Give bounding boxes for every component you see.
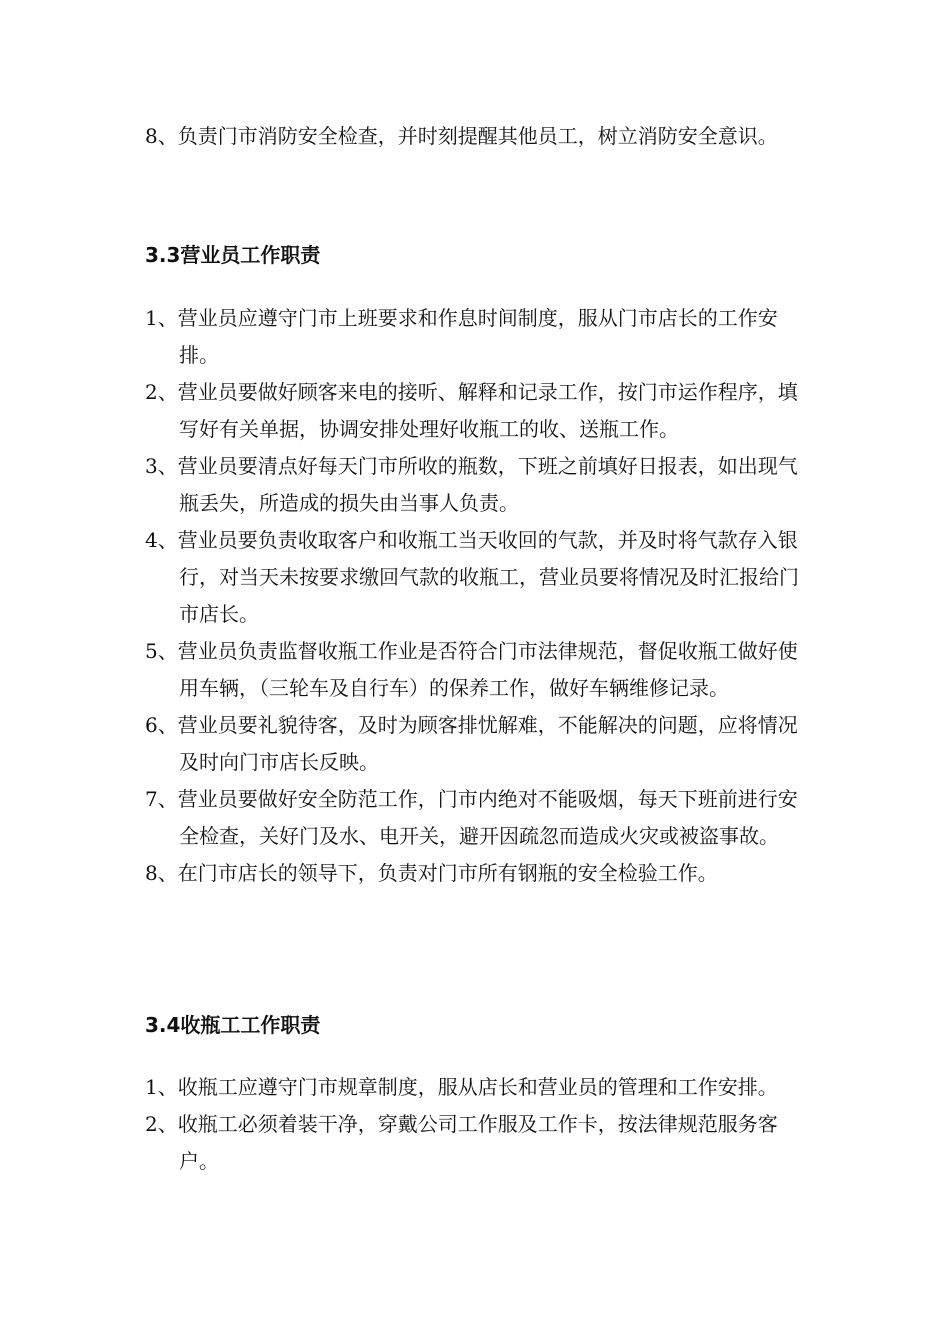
section-3-3-list	[145, 300, 810, 892]
section-3-3-heading: 3.3营业员工作职责	[145, 243, 321, 267]
list-item: 5、营业员负责监督收瓶工作业是否符合门市法律规范，督促收瓶工做好使用车辆，（三轮车及自行车）的保养工作，做好车辆维修记录。	[145, 639, 798, 700]
list-item: 4、营业员要负责收取客户和收瓶工当天收回的气款，并及时将气款存入银行，对当天未按要求缴回气款的收瓶工，营业员要将情况及时汇报给门市店长。	[145, 528, 799, 626]
list-item: 1、营业员应遵守门市上班要求和作息时间制度，服从门市店长的工作安排。	[145, 306, 778, 367]
list-item: 2、收瓶工必须着装干净，穿戴公司工作服及工作卡，按法律规范服务客户。	[145, 1112, 778, 1173]
list-item: 3、营业员要清点好每天门市所收的瓶数，下班之前填好日报表，如出现气瓶丢失，所造成的损失由当事人负责。	[145, 454, 798, 515]
list-item: 7、营业员要做好安全防范工作，门市内绝对不能吸烟，每天下班前进行安全检查，关好门及水、电开关，避开因疏忽而造成火灾或被盗事故。	[145, 787, 798, 848]
intro-block	[145, 118, 810, 155]
list-item: 2、营业员要做好顾客来电的接听、解释和记录工作，按门市运作程序，填写好有关单据，协调安排处理好收瓶工的收、送瓶工作。	[145, 380, 798, 441]
list-item: 8、在门市店长的领导下，负责对门市所有钢瓶的安全检验工作。	[145, 861, 718, 885]
intro-item: 8、负责门市消防安全检查，并时刻提醒其他员工，树立消防安全意识。	[145, 124, 778, 148]
list-item: 6、营业员要礼貌待客，及时为顾客排忧解难，不能解决的问题，应将情况及时向门市店长反映。	[145, 713, 798, 774]
section-3-4-heading: 3.4收瓶工工作职责	[145, 1013, 321, 1037]
section-3-4-list	[145, 1069, 810, 1180]
list-item: 1、收瓶工应遵守门市规章制度，服从店长和营业员的管理和工作安排。	[145, 1075, 778, 1099]
